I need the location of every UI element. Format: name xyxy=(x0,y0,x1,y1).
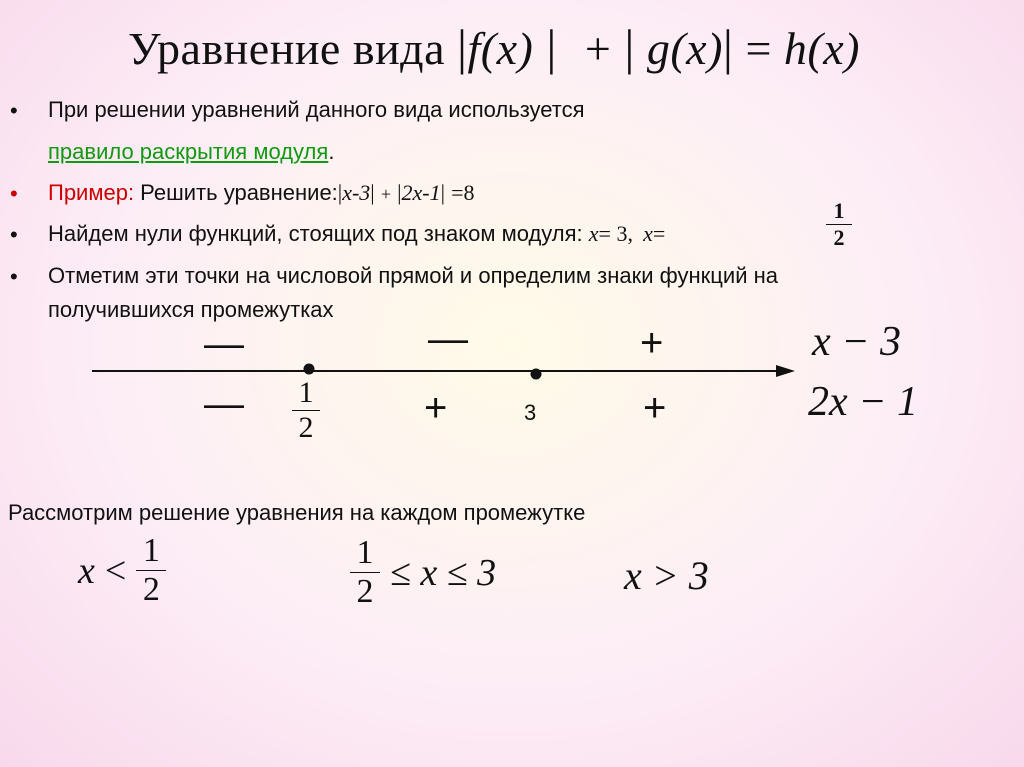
zeros-text: Найдем нули функций, стоящих под знаком модуля: xyxy=(48,221,589,246)
abs-bar: | xyxy=(533,19,557,75)
axis-arrow xyxy=(776,365,795,377)
interval-2 xyxy=(350,536,496,609)
bullet-marker: • xyxy=(10,222,18,247)
rule-link[interactable]: правило раскрытия модуля xyxy=(48,139,329,164)
interval-1 xyxy=(78,534,166,607)
fraction-numerator: 1 xyxy=(833,198,845,223)
period: . xyxy=(328,139,335,164)
fraction-numerator: 1 xyxy=(142,532,160,569)
sign-row1-interval3: + xyxy=(640,321,664,365)
abs-bar: | xyxy=(722,19,734,75)
point-three xyxy=(531,369,542,380)
title-lead: Уравнение вида xyxy=(128,23,446,74)
intervals-heading: Рассмотрим решение уравнения на каждом промежутке xyxy=(8,500,586,525)
abs-bar: | xyxy=(457,19,468,75)
title-f: f(x) xyxy=(467,23,534,74)
fraction-denominator: 2 xyxy=(833,225,845,250)
fraction-denominator: 2 xyxy=(298,411,314,444)
interval-2-rest: ≤ x ≤ 3 xyxy=(390,551,497,594)
sign-row1-interval1: — xyxy=(204,322,244,366)
bullet-marker: • xyxy=(10,181,18,206)
sign-row1-interval2: — xyxy=(428,317,468,361)
fraction-denominator: 2 xyxy=(142,571,160,608)
abs-bar: | xyxy=(397,180,402,205)
point-half-label xyxy=(292,378,320,443)
fraction-numerator: 1 xyxy=(298,376,314,409)
example-plus: + xyxy=(380,184,391,204)
abs-bar: | xyxy=(611,19,635,75)
interval-3: x > 3 xyxy=(624,553,709,598)
bullet-4-line-2: получившихся промежутках xyxy=(48,297,334,322)
abs-bar: | xyxy=(440,180,446,205)
zero-var-2: x xyxy=(643,221,653,246)
example-label: Пример xyxy=(48,180,128,205)
abs-bar: | xyxy=(370,180,375,205)
bullet-marker: • xyxy=(10,264,18,289)
abs-bar: | xyxy=(337,180,343,205)
bullet-1-line-1: При решении уравнений данного вида используется xyxy=(48,97,585,122)
title-plus: + xyxy=(584,23,612,74)
bullet-marker: • xyxy=(10,98,18,123)
interval-1-op: < xyxy=(104,549,127,592)
fraction-numerator: 1 xyxy=(356,534,374,571)
title-eq: = xyxy=(745,23,772,74)
title-h: h(x) xyxy=(783,23,860,74)
interval-1-var: x xyxy=(78,549,95,592)
point-three-label: 3 xyxy=(524,400,537,425)
expr-row2: 2x − 1 xyxy=(808,379,918,425)
fraction-denominator: 2 xyxy=(356,573,374,610)
example-rhs: =8 xyxy=(451,180,475,205)
bullet-4-line-1: Отметим эти точки на числовой прямой и определим знаки функций на xyxy=(48,263,778,288)
zero-value-1: = 3, xyxy=(598,221,633,246)
example-colon: : xyxy=(127,180,135,205)
sign-row2-interval2: + xyxy=(424,386,448,430)
zero-var-1: x xyxy=(588,221,599,246)
zero-eq: = xyxy=(652,221,666,246)
expr-row1: x − 3 xyxy=(812,319,901,365)
sign-row2-interval1: — xyxy=(204,382,244,426)
example-text: Решить уравнение: xyxy=(134,180,338,205)
sign-row2-interval3: + xyxy=(643,386,667,430)
example-term-a: x-3 xyxy=(342,180,371,205)
point-half xyxy=(304,364,315,375)
example-term-b: 2x-1 xyxy=(401,180,441,205)
title-g: g(x) xyxy=(646,23,723,74)
